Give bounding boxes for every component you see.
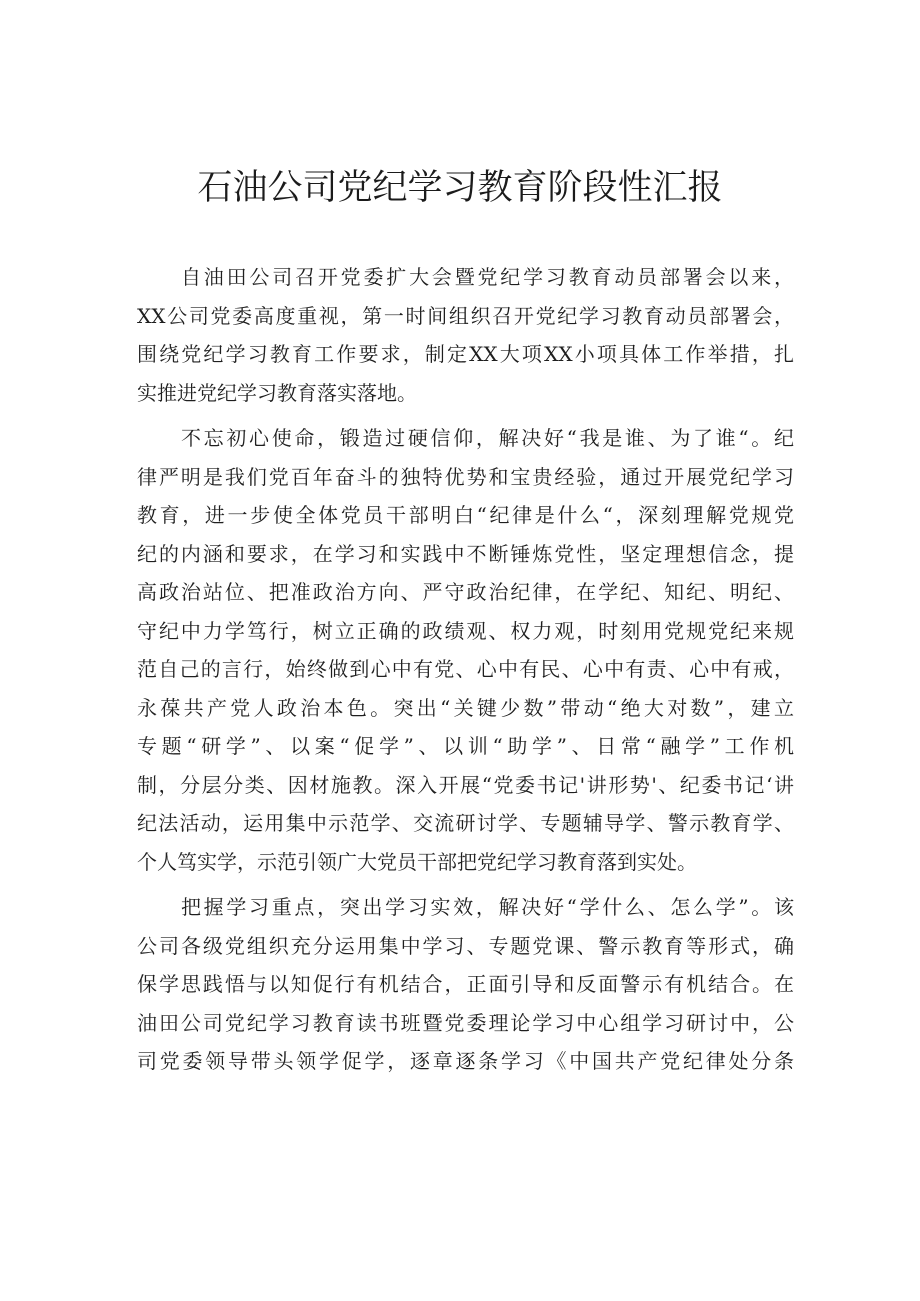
text-line: 自油田公司召开党委扩大会暨党纪学习教育动员部署会以来， [181,265,794,289]
text-line: 个人笃实学，示范引领广大党员干部把党纪学习教育落到实处。 [137,849,697,874]
paragraph [137,258,794,412]
text-line: 围绕党纪学习教育工作要求，制定XX大项XX小项具体工作举措，扎 [137,342,794,366]
text-line: 专题“研学”、以案“促学”、以训“助学”、日常“融学”工作机 [137,734,794,758]
text-line: 油田公司党纪学习教育读书班暨党委理论学习中心组学习研讨中，公 [137,1010,794,1035]
text-line: 律严明是我们党百年奋斗的独特优势和宝贵经验，通过开展党纪学习 [137,464,794,489]
text-line: 纪法活动，运用集中示范学、交流研讨学、专题辅导学、警示教育学、 [137,811,794,835]
text-line: 范自己的言行，始终做到心中有党、心中有民、心中有责、心中有戒， [137,657,794,681]
text-line: 不忘初心使命，锻造过硬信仰，解决好“我是谁、为了谁“。纪 [181,426,794,450]
text-line: 永葆共产党人政治本色。突出“关键少数”带动“绝大对数”，建立 [137,695,794,720]
text-line: 教育，进一步使全体党员干部明白“纪律是什么“，深刻理解党规党 [137,503,794,527]
text-line: 守纪中力学笃行，树立正确的政绩观、权力观，时刻用党规党纪来规 [137,618,794,643]
document-body [137,258,794,1081]
text-line: 公司各级党组织充分运用集中学习、专题党课、警示教育等形式，确 [137,933,794,958]
text-line: 保学思践悟与以知促行有机结合，正面引导和反面警示有机结合。在 [137,972,794,996]
text-line: 实推进党纪学习教育落实落地。 [137,380,417,405]
text-line: 制，分层分类、因材施教。深入开展“党委书记'讲形势'、纪委书记‘讲 [137,772,794,797]
text-line: 把握学习重点，突出学习实效，解决好“学什么、怎么学”。该 [181,895,794,919]
text-line: 纪的内涵和要求，在学习和实践中不断锤炼党性，坚定理想信念，提 [137,541,794,566]
document-title: 石油公司党纪学习教育阶段性汇报 [197,168,723,208]
text-line: XX公司党委高度重视，第一时间组织召开党纪学习教育动员部署会， [137,303,794,328]
text-line: 高政治站位、把准政治方向、严守政治纪律，在学纪、知纪、明纪、 [137,580,794,604]
text-line: 司党委领导带头领学促学，逐章逐条学习《中国共产党纪律处分条 [137,1049,794,1073]
paragraph [137,888,794,1081]
paragraph [137,419,794,881]
